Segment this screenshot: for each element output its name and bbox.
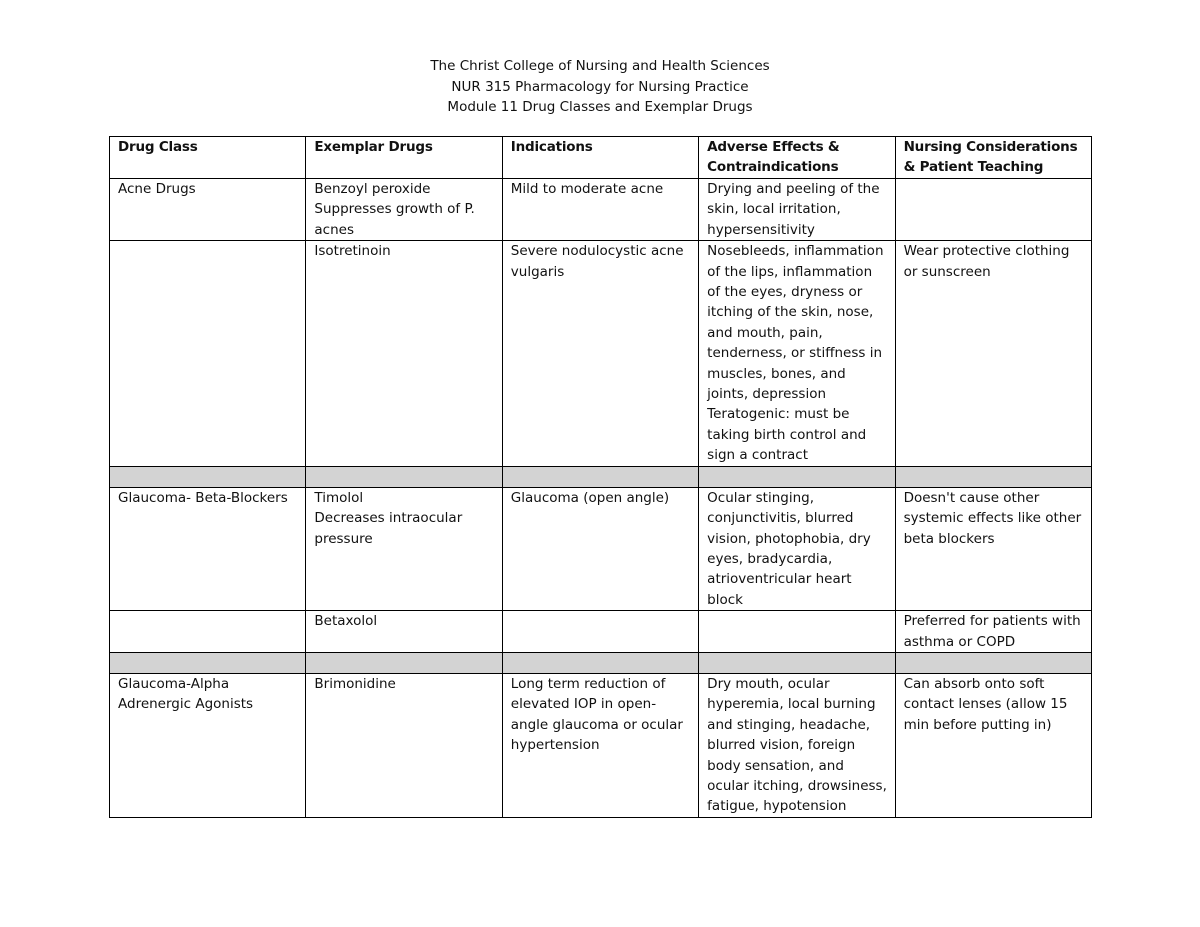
cell-adverse <box>699 179 895 241</box>
separator-row <box>110 652 1092 673</box>
separator-cell <box>895 652 1091 673</box>
separator-cell <box>306 466 502 487</box>
separator-cell <box>110 466 306 487</box>
cell-text: Betaxolol <box>314 613 378 630</box>
cell-drug-class <box>110 179 306 241</box>
cell-indications <box>502 241 698 466</box>
cell-text: Timolol Decreases intraocular pressure <box>314 489 463 547</box>
col-header-exemplar-drugs: Exemplar Drugs <box>306 137 502 179</box>
cell-drug-class <box>110 487 306 610</box>
cell-exemplar <box>306 487 502 610</box>
cell-text: Benzoyl peroxide Suppresses growth of P. acnes <box>314 181 475 238</box>
col-header-drug-class: Drug Class <box>110 137 306 179</box>
cell-text: Nosebleeds, inflammation of the lips, inflammation of the eyes, dryness or itching of the skin, nose, and mouth, pain, tenderness, or stiffness in muscles, bones, and joints, depression Teratogenic: must be taking birth control and sign a contract <box>707 243 884 464</box>
cell-text: Acne Drugs <box>118 181 196 197</box>
separator-cell <box>110 652 306 673</box>
cell-exemplar <box>306 241 502 466</box>
cell-nursing <box>895 179 1091 241</box>
module-title: Module 11 Drug Classes and Exemplar Drugs <box>447 99 753 115</box>
cell-text: Wear protective clothing or sunscreen <box>903 243 1074 280</box>
separator-cell <box>306 652 502 673</box>
cell-adverse <box>699 673 895 817</box>
cell-text: Ocular stinging, conjunctivitis, blurred vision, photophobia, dry eyes, bradycardia, atrioventricular heart block <box>707 489 875 608</box>
separator-cell <box>895 466 1091 487</box>
cell-exemplar <box>306 673 502 817</box>
cell-drug-class <box>110 611 306 653</box>
separator-cell <box>502 652 698 673</box>
cell-indications <box>502 179 698 241</box>
separator-cell <box>502 466 698 487</box>
cell-text: Glaucoma (open angle) <box>510 489 670 506</box>
cell-adverse <box>699 487 895 610</box>
cell-exemplar <box>306 179 502 241</box>
course-title: NUR 315 Pharmacology for Nursing Practice <box>451 78 749 95</box>
cell-indications <box>502 611 698 653</box>
cell-exemplar <box>306 611 502 653</box>
cell-text: Isotretinoin <box>314 243 391 260</box>
cell-nursing <box>895 611 1091 653</box>
cell-indications <box>502 673 698 817</box>
cell-indications <box>502 487 698 610</box>
table-header-row <box>110 137 1092 179</box>
cell-text: Severe nodulocystic acne vulgaris <box>510 243 688 280</box>
col-header-nursing-considerations: Nursing Considerations & Patient Teaching <box>895 137 1091 179</box>
cell-nursing <box>895 487 1091 610</box>
cell-nursing <box>895 241 1091 466</box>
document-header <box>0 56 1200 118</box>
cell-text: Can absorb onto soft contact lenses (allow 15 min before putting in) <box>903 675 1072 733</box>
cell-text: Mild to moderate acne <box>510 181 664 197</box>
cell-text: Brimonidine <box>314 675 396 692</box>
cell-adverse <box>699 241 895 466</box>
cell-text: Drying and peeling of the skin, local irritation, hypersensitivity <box>707 181 884 238</box>
college-name: The Christ College of Nursing and Health Sciences <box>430 58 770 74</box>
col-header-indications: Indications <box>502 137 698 179</box>
separator-row <box>110 466 1092 487</box>
cell-text: Glaucoma- Beta-Blockers <box>118 489 288 506</box>
separator-cell <box>699 652 895 673</box>
table-row <box>110 179 1092 241</box>
cell-text: Long term reduction of elevated IOP in open-angle glaucoma or ocular hypertension <box>510 675 688 754</box>
col-header-adverse-effects: Adverse Effects & Contraindications <box>699 137 895 179</box>
table-row <box>110 611 1092 653</box>
cell-drug-class <box>110 673 306 817</box>
cell-drug-class <box>110 241 306 466</box>
cell-text: Dry mouth, ocular hyperemia, local burning and stinging, headache, blurred vision, foreign body sensation, and ocular itching, drowsiness, fatigue, hypotension <box>707 675 892 815</box>
cell-text: Doesn't cause other systemic effects like other beta blockers <box>903 489 1086 547</box>
drug-classes-table <box>109 136 1092 818</box>
cell-adverse <box>699 611 895 653</box>
table-row <box>110 673 1092 817</box>
cell-text: Preferred for patients with asthma or COPD <box>903 613 1085 650</box>
separator-cell <box>699 466 895 487</box>
table-row <box>110 487 1092 610</box>
table-row <box>110 241 1092 466</box>
cell-text: Glaucoma-Alpha Adrenergic Agonists <box>118 675 254 713</box>
cell-nursing <box>895 673 1091 817</box>
